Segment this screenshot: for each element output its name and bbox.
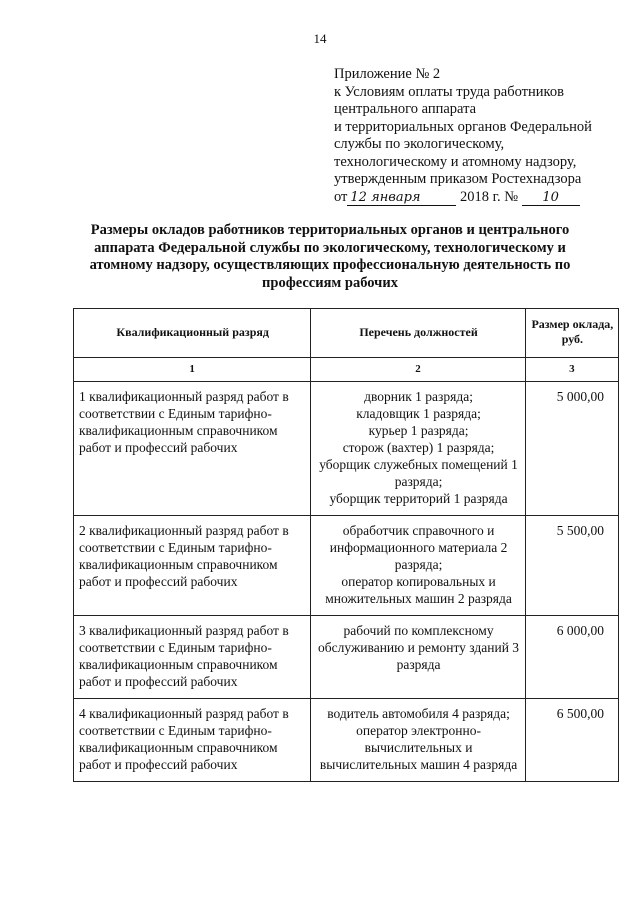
- table-row: [74, 516, 619, 616]
- appendix-line: к Условиям оплаты труда работников: [334, 83, 564, 100]
- handwritten-order-number: 10: [522, 191, 580, 206]
- column-number: 2: [311, 358, 525, 382]
- salary-cell: 5 500,00: [525, 516, 618, 616]
- column-number: 3: [525, 358, 618, 382]
- positions-cell: [311, 516, 525, 616]
- appendix-block: [334, 66, 624, 206]
- document-title: Размеры окладов работников территориальных органов и центрального аппарата Федеральной службы по экологическому, технологическому и атомному надзору, осуществляющих профессиональную деятельность по профессиям рабочих: [89, 222, 571, 291]
- position-item: оператор копировальных и множительных машин 2 разряда: [325, 574, 512, 606]
- positions-cell: [311, 382, 525, 516]
- position-item: сторож (вахтер) 1 разряда;: [342, 440, 495, 455]
- header-grade: Квалификационный разряд: [74, 309, 311, 358]
- positions-cell: [311, 616, 525, 699]
- table-row: [74, 616, 619, 699]
- appendix-line: Приложение № 2: [334, 66, 441, 82]
- grade-cell: 4 квалификационный разряд работ в соответствии с Единым тарифно-квалификационным справочником работ и профессий рабочих: [74, 699, 311, 782]
- grade-cell: 3 квалификационный разряд работ в соответствии с Единым тарифно-квалификационным справочником работ и профессий рабочих: [74, 616, 311, 699]
- appendix-line: технологическому и атомному надзору,: [334, 153, 577, 170]
- column-number-row: [74, 358, 619, 382]
- handwritten-date: 12 января: [347, 191, 456, 206]
- header-salary: Размер оклада, руб.: [525, 309, 618, 358]
- table-row: [74, 699, 619, 782]
- header-positions: Перечень должностей: [311, 309, 525, 358]
- appendix-line: центрального аппарата: [334, 101, 477, 117]
- position-item: обработчик справочного и информационного материала 2 разряда;: [329, 523, 508, 572]
- positions-cell: [311, 699, 525, 782]
- salary-cell: 6 000,00: [525, 616, 618, 699]
- column-number: 1: [74, 358, 311, 382]
- position-item: оператор электронно-вычислительных и вычислительных машин 4 разряда: [319, 723, 518, 772]
- appendix-line: утвержденным приказом Ростехнадзора: [334, 171, 582, 187]
- appendix-line: службы по экологическому,: [334, 136, 505, 152]
- date-prefix: от: [334, 188, 348, 205]
- position-item: уборщик территорий 1 разряда: [329, 491, 508, 506]
- appendix-line: и территориальных органов Федеральной: [334, 118, 592, 135]
- page-number: 14: [313, 31, 327, 46]
- year-text: 2018 г. №: [460, 188, 519, 205]
- position-item: рабочий по комплексному обслуживанию и ремонту зданий 3 разряда: [318, 623, 520, 672]
- grade-cell: 1 квалификационный разряд работ в соответствии с Единым тарифно-квалификационным справочником работ и профессий рабочих: [74, 382, 311, 516]
- position-item: кладовщик 1 разряда;: [356, 406, 481, 421]
- table-row: [74, 382, 619, 516]
- salary-cell: 6 500,00: [525, 699, 618, 782]
- position-item: курьер 1 разряда;: [368, 423, 469, 438]
- position-item: водитель автомобиля 4 разряда;: [327, 706, 510, 721]
- grade-cell: 2 квалификационный разряд работ в соответствии с Единым тарифно-квалификационным справочником работ и профессий рабочих: [74, 516, 311, 616]
- position-item: уборщик служебных помещений 1 разряда;: [319, 457, 518, 489]
- order-date-line: [334, 189, 624, 207]
- position-item: дворник 1 разряда;: [364, 389, 473, 404]
- salary-cell: 5 000,00: [525, 382, 618, 516]
- salary-table: [73, 308, 619, 782]
- table-header-row: [74, 309, 619, 358]
